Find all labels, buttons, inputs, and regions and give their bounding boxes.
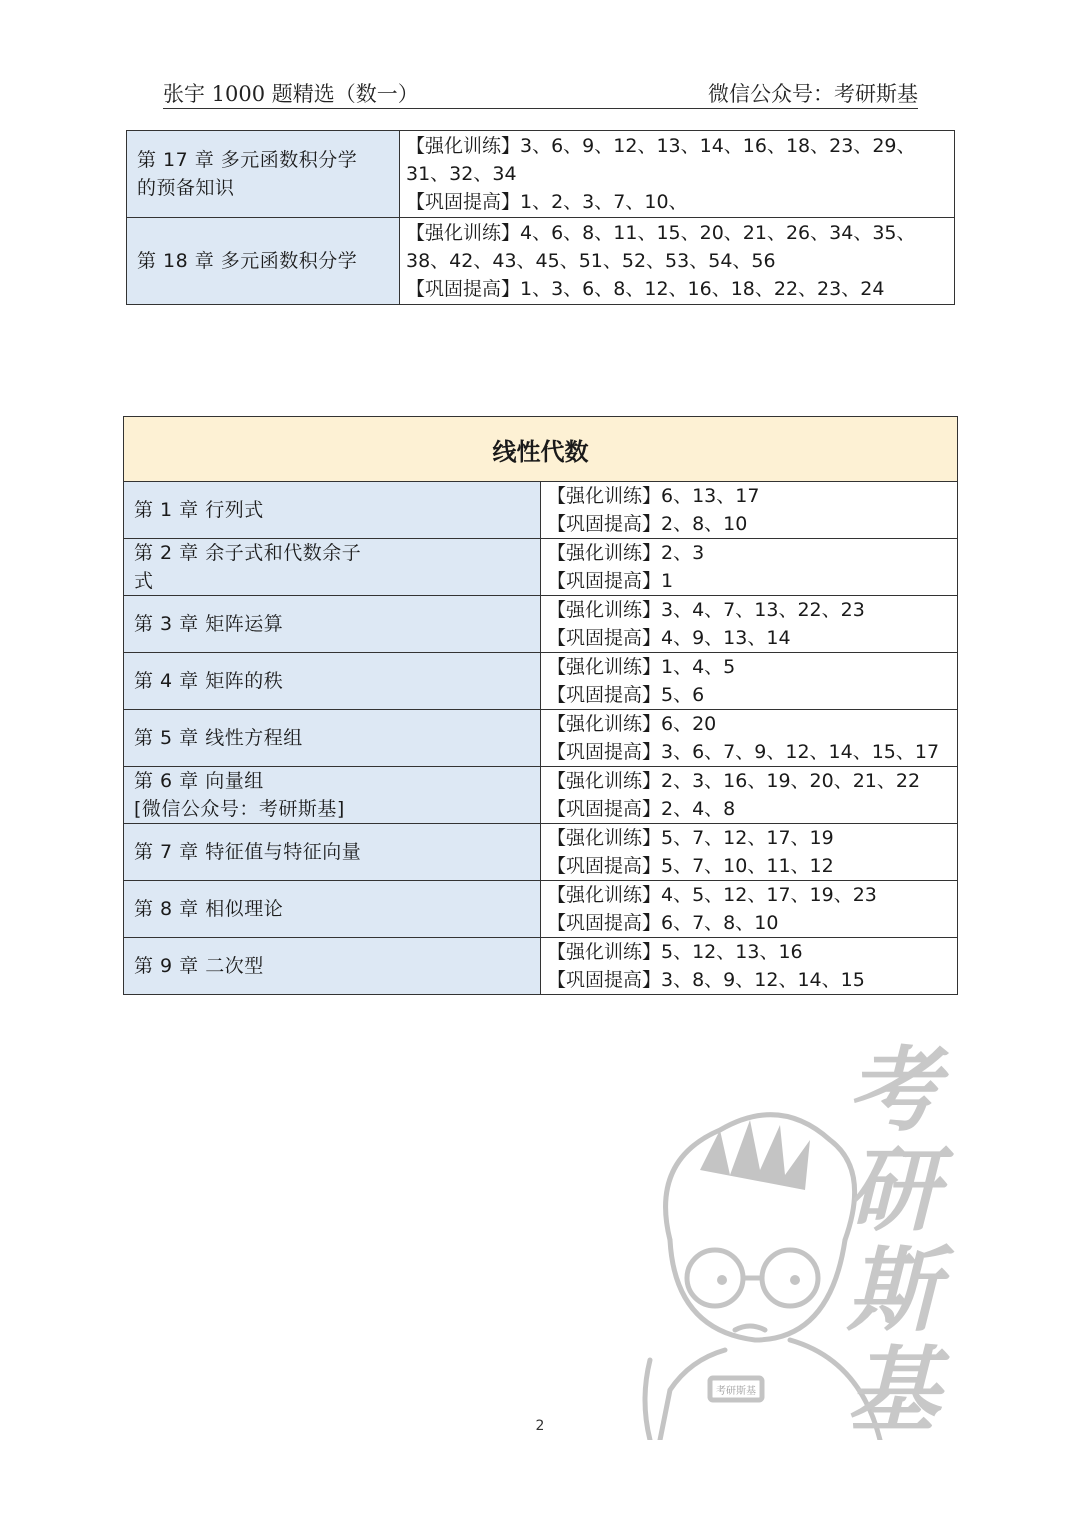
- table-row: [124, 653, 958, 710]
- exercise-cell: [541, 938, 958, 995]
- exercise-cell: [400, 218, 955, 305]
- eye-left: [717, 1275, 727, 1285]
- chapter-name: 第 17 章 多元函数积分学: [137, 149, 358, 171]
- exercise-line: 【巩固提高】5、6: [547, 684, 705, 706]
- chapter-cell: [124, 938, 541, 995]
- glasses-left: [687, 1250, 743, 1306]
- exercise-line: 【巩固提高】1、2、3、7、10、: [406, 191, 688, 213]
- exercise-line: 【巩固提高】5、7、10、11、12: [547, 855, 834, 877]
- chapter-name: 第 18 章 多元函数积分学: [137, 250, 358, 272]
- exercise-line: 【巩固提高】1、3、6、8、12、16、18、22、23、24: [406, 278, 885, 300]
- chapter-name: 第 5 章 线性方程组: [134, 727, 303, 749]
- chapter-name: 第 7 章 特征值与特征向量: [134, 841, 362, 863]
- exercise-line: 【强化训练】3、6、9、12、13、14、16、18、23、29、: [406, 135, 916, 157]
- exercise-line: 【强化训练】2、3: [547, 542, 705, 564]
- exercise-line: 【强化训练】6、13、17: [547, 485, 760, 507]
- exercise-cell: [541, 482, 958, 539]
- chapter-cell: [124, 710, 541, 767]
- chapter-name: 式: [134, 570, 154, 592]
- header-wechat-account: 微信公众号：考研斯基: [708, 82, 918, 106]
- exercise-cell: [541, 653, 958, 710]
- chapter-cell: [127, 131, 400, 218]
- linear-algebra-table: [123, 416, 958, 995]
- exercise-line: 【强化训练】5、7、12、17、19: [547, 827, 834, 849]
- table-row: [124, 767, 958, 824]
- chapter-name: 第 6 章 向量组: [134, 770, 264, 792]
- glasses-right: [762, 1250, 818, 1306]
- watermark-text: [843, 1036, 943, 1444]
- exercise-line: 【强化训练】5、12、13、16: [547, 941, 803, 963]
- table-row: [124, 824, 958, 881]
- chapter-cell: [124, 482, 541, 539]
- watermark-char: 考: [846, 1036, 939, 1144]
- chapter-cell: [124, 596, 541, 653]
- table-row: [124, 539, 958, 596]
- exercise-line: 31、32、34: [406, 163, 517, 185]
- chapter-name: 第 9 章 二次型: [134, 955, 264, 977]
- badge-text: 考研斯基: [716, 1386, 756, 1397]
- chapter-name: 第 4 章 矩阵的秩: [134, 670, 284, 692]
- table-header-row: [124, 417, 958, 482]
- exercise-line: 【巩固提高】4、9、13、14: [547, 627, 791, 649]
- table-row: [124, 881, 958, 938]
- eye-right: [790, 1275, 800, 1285]
- chapter-name: 第 1 章 行列式: [134, 499, 264, 521]
- exercise-cell: [541, 881, 958, 938]
- exercise-line: 【强化训练】4、5、12、17、19、23: [547, 884, 877, 906]
- chapter-name: 第 2 章 余子式和代数余子: [134, 542, 362, 564]
- linear-algebra-rows: [124, 482, 958, 995]
- watermark-char: 斯: [846, 1236, 939, 1344]
- exercise-cell: [541, 824, 958, 881]
- exercise-cell: [400, 131, 955, 218]
- chapter-name: 第 8 章 相似理论: [134, 898, 284, 920]
- exercise-line: 【巩固提高】2、8、10: [547, 513, 748, 535]
- chapter-cell: [124, 653, 541, 710]
- exercise-cell: [541, 710, 958, 767]
- section-title: 线性代数: [124, 417, 958, 482]
- arm-outline: [645, 1360, 650, 1440]
- exercise-line: 38、42、43、45、51、52、53、54、56: [406, 250, 776, 272]
- exercise-line: 【巩固提高】1: [547, 570, 674, 592]
- exercise-line: 【巩固提高】3、6、7、9、12、14、15、17: [547, 741, 940, 763]
- exercise-cell: [541, 539, 958, 596]
- mouth: [735, 1326, 765, 1330]
- exercise-line: 【强化训练】4、6、8、11、15、20、21、26、34、35、: [406, 222, 916, 244]
- watermark-char: 研: [846, 1136, 939, 1244]
- chapter-name: 的预备知识: [137, 177, 235, 199]
- exercise-line: 【强化训练】6、20: [547, 713, 717, 735]
- chapter-cell: [124, 767, 541, 824]
- exercise-line: 【巩固提高】6、7、8、10: [547, 912, 779, 934]
- table-row: [124, 938, 958, 995]
- header-title: 张宇 1000 题精选（数一）: [163, 82, 419, 106]
- table-row: [127, 218, 955, 305]
- table-row: [124, 482, 958, 539]
- table-row: [124, 596, 958, 653]
- table-row: [124, 710, 958, 767]
- exercise-line: 【强化训练】3、4、7、13、22、23: [547, 599, 865, 621]
- table-row: [127, 131, 955, 218]
- exercise-line: 【强化训练】2、3、16、19、20、21、22: [547, 770, 921, 792]
- page-number: 2: [535, 1418, 545, 1434]
- chapter-cell: [124, 881, 541, 938]
- exercise-line: 【强化训练】1、4、5: [547, 656, 736, 678]
- calculus-chapter-table: [126, 130, 955, 305]
- chapter-name: 第 3 章 矩阵运算: [134, 613, 284, 635]
- page-header: [163, 78, 918, 109]
- exercise-cell: [541, 596, 958, 653]
- exercise-cell: [541, 767, 958, 824]
- chapter-cell: [124, 539, 541, 596]
- exercise-line: 【巩固提高】3、8、9、12、14、15: [547, 969, 865, 991]
- chapter-cell: [124, 824, 541, 881]
- chapter-name: [微信公众号：考研斯基]: [134, 798, 345, 820]
- exercise-line: 【巩固提高】2、4、8: [547, 798, 736, 820]
- chapter-cell: [127, 218, 400, 305]
- watermark-char: 基: [846, 1336, 939, 1444]
